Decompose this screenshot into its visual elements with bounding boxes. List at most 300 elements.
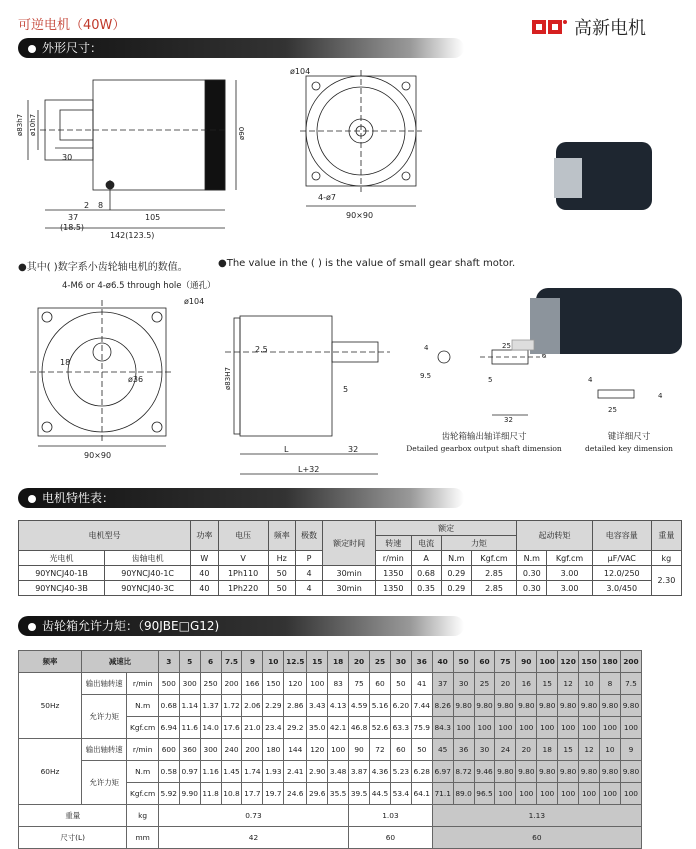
cell: 100 [307, 673, 328, 695]
dim-L32: L+32 [298, 465, 320, 474]
dim-phi36: ø36 [128, 375, 144, 384]
th-ratio: 减速比 [82, 651, 159, 673]
cell: 90YNCJ40-3C [105, 581, 191, 596]
spec-table [18, 520, 682, 596]
unit-kgf: Kgf.cm [471, 551, 516, 566]
cell: 6.94 [158, 717, 179, 739]
cell: 30 [474, 739, 495, 761]
label-weight: 重量 [19, 805, 127, 827]
cell: 9.80 [599, 695, 620, 717]
cell: 9.80 [558, 695, 579, 717]
ratio-header: 200 [620, 651, 641, 673]
unit-nm: N.m [127, 761, 158, 783]
cell: 9.80 [453, 695, 474, 717]
cell: 17.7 [242, 783, 263, 805]
key-caption-cn: 键详细尺寸 [607, 432, 651, 442]
ratio-header: 75 [495, 651, 516, 673]
dim-4-phi7: 4-ø7 [318, 193, 336, 202]
ratio-header: 15 [307, 651, 328, 673]
unit-rmin: r/min [127, 739, 158, 761]
cell: 90YNCJ40-3B [19, 581, 105, 596]
cell: 0.30 [517, 566, 547, 581]
dim-2: 2 [84, 201, 90, 210]
dim-32b: 32 [504, 416, 513, 424]
ratio-header: 10 [263, 651, 284, 673]
shaft-caption-cn: 齿轮箱输出轴详细尺寸 [441, 432, 527, 442]
cell: 2.86 [284, 695, 307, 717]
cell: 90YNCJ40-1C [105, 566, 191, 581]
ratio-header: 6 [200, 651, 221, 673]
th-start-torque: 起动转矩 [517, 521, 593, 551]
cell: 250 [200, 673, 221, 695]
cell: 4.13 [328, 695, 349, 717]
cell: 4 [295, 566, 322, 581]
label-out-speed: 输出轴转速 [82, 739, 127, 761]
cell: 100 [453, 717, 474, 739]
cell: 7.44 [411, 695, 432, 717]
brand-name: 高新电机 [574, 18, 646, 39]
bullet-icon [28, 623, 36, 631]
th-capacitor: 电容容量 [592, 521, 651, 551]
cell: 100 [537, 717, 558, 739]
cell: 50 [411, 739, 432, 761]
cell: 100 [495, 783, 516, 805]
cell: 1.45 [221, 761, 242, 783]
cell: 2.41 [284, 761, 307, 783]
cell: 150 [263, 673, 284, 695]
cell: 1.37 [200, 695, 221, 717]
dim-18: 18 [60, 358, 71, 367]
cell: 21.0 [242, 717, 263, 739]
cell: 100 [495, 717, 516, 739]
cell: 9.80 [620, 695, 641, 717]
ratio-header: 36 [411, 651, 432, 673]
unit-voltage: V [218, 551, 268, 566]
cell: 12 [579, 739, 600, 761]
cell: 20 [495, 673, 516, 695]
table-row [19, 695, 642, 717]
dim-2-5: 2.5 [255, 345, 268, 354]
cell: 0.29 [441, 581, 471, 596]
cell: 90YNCJ40-1B [19, 566, 105, 581]
cell: 9 [620, 739, 641, 761]
cell: 40 [191, 581, 218, 596]
ratio-header: 20 [349, 651, 370, 673]
cell: 5.23 [390, 761, 411, 783]
section-dimensions [18, 38, 464, 58]
cell: 18 [537, 739, 558, 761]
cell: 45 [432, 739, 453, 761]
table-row [19, 673, 642, 695]
cell: 29.6 [307, 783, 328, 805]
section-gearbox [18, 616, 464, 636]
cell: 1.16 [200, 761, 221, 783]
cell: 12.0/250 [592, 566, 651, 581]
cell: 4 [295, 581, 322, 596]
bullet-icon [28, 45, 36, 53]
cell: 44.5 [370, 783, 391, 805]
ratio-header: 60 [474, 651, 495, 673]
cell: 75 [349, 673, 370, 695]
dim-105: 105 [145, 213, 161, 222]
unit-weight: kg [651, 551, 681, 566]
cell: 1Ph110 [218, 566, 268, 581]
th-torque: 力矩 [441, 536, 517, 551]
cell: 1.93 [263, 761, 284, 783]
cell: 100 [599, 783, 620, 805]
cell: 2.06 [242, 695, 263, 717]
cell: 2.85 [471, 581, 516, 596]
table-row [19, 739, 642, 761]
unit-nm: N.m [127, 695, 158, 717]
cell: 2.85 [471, 566, 516, 581]
cell: 7.5 [620, 673, 641, 695]
dim-phi83: ø83h7 [16, 113, 24, 136]
cell: 15 [558, 739, 579, 761]
th-gear: 齿轴电机 [105, 551, 191, 566]
key-caption-en: detailed key dimension [585, 444, 673, 453]
dim-37: 37 [68, 213, 79, 222]
cell: 4.36 [370, 761, 391, 783]
cell: 100 [516, 783, 537, 805]
cell: 3.48 [328, 761, 349, 783]
cell: 72 [370, 739, 391, 761]
freq-60: 60Hz [19, 739, 82, 805]
dim-32: 32 [348, 445, 359, 454]
cell: 500 [158, 673, 179, 695]
cell: 60 [349, 827, 433, 849]
cell: 5.16 [370, 695, 391, 717]
cell: 5.92 [158, 783, 179, 805]
cell: 100 [328, 739, 349, 761]
unit-kg: kg [127, 805, 158, 827]
bullet-icon [28, 495, 36, 503]
cell: 166 [242, 673, 263, 695]
cell: 42.1 [328, 717, 349, 739]
unit-power: W [191, 551, 218, 566]
table-row [19, 566, 682, 581]
cell: 1.13 [432, 805, 641, 827]
cell: 84.3 [432, 717, 453, 739]
cell: 1.72 [221, 695, 242, 717]
cell: 9.80 [579, 695, 600, 717]
cell: 0.97 [179, 761, 200, 783]
ratio-header: 40 [432, 651, 453, 673]
unit-kgf2: Kgf.cm [547, 551, 592, 566]
cell: 100 [599, 717, 620, 739]
cell: 9.80 [537, 761, 558, 783]
cell: 0.68 [158, 695, 179, 717]
cell: 9.80 [495, 761, 516, 783]
cell: 10 [599, 739, 620, 761]
cell: 1.03 [349, 805, 433, 827]
cell: 4.59 [349, 695, 370, 717]
cell: 8.72 [453, 761, 474, 783]
cell: 6.28 [411, 761, 432, 783]
cell: 10.8 [221, 783, 242, 805]
cell: 83 [328, 673, 349, 695]
cell: 60 [370, 673, 391, 695]
cell: 2.90 [307, 761, 328, 783]
cell: 50 [390, 673, 411, 695]
cell: 9.80 [537, 695, 558, 717]
dim-142: 142(123.5) [110, 231, 155, 240]
cell: 0.35 [411, 581, 441, 596]
label-allow-torque: 允许力矩 [82, 695, 127, 739]
cell: 1350 [376, 581, 411, 596]
cell: 8.26 [432, 695, 453, 717]
ratio-header: 18 [328, 651, 349, 673]
cell: 17.6 [221, 717, 242, 739]
cell: 360 [179, 739, 200, 761]
cell: 24 [495, 739, 516, 761]
cell: 120 [284, 673, 307, 695]
section-title: 电机特性表： [42, 491, 115, 505]
dim-25: 25 [502, 342, 511, 350]
section-characteristics [18, 488, 464, 508]
cell: 100 [579, 717, 600, 739]
cell: 100 [620, 717, 641, 739]
cell: 35.5 [328, 783, 349, 805]
spec-table-wrap [18, 520, 682, 596]
cell: 14.0 [200, 717, 221, 739]
th-weight: 重量 [651, 521, 681, 551]
cell: 75.9 [411, 717, 432, 739]
ratio-header: 12.5 [284, 651, 307, 673]
ratio-header: 50 [453, 651, 474, 673]
dim-90x90: 90×90 [346, 211, 374, 220]
cell: 9.80 [599, 761, 620, 783]
ratio-header: 90 [516, 651, 537, 673]
cell: 29.2 [284, 717, 307, 739]
dim-90x90b: 90×90 [84, 451, 112, 460]
ratio-header: 150 [579, 651, 600, 673]
th-rated-time: 额定时间 [323, 521, 376, 566]
cell: 30min [323, 566, 376, 581]
cell: 63.3 [390, 717, 411, 739]
cell: 30 [453, 673, 474, 695]
th-light: 光电机 [19, 551, 105, 566]
ratio-header: 3 [158, 651, 179, 673]
unit-freq: Hz [268, 551, 295, 566]
th-voltage: 电压 [218, 521, 268, 551]
cell: 30min [323, 581, 376, 596]
cell: 100 [579, 783, 600, 805]
cell: 1Ph220 [218, 581, 268, 596]
cell: 96.5 [474, 783, 495, 805]
unit-mm: mm [127, 827, 158, 849]
note-small-gear: ●其中( )数字系小齿轮轴电机的数值。 [18, 262, 188, 273]
page-title: 可逆电机（40W） [18, 18, 126, 33]
cell: 9.80 [579, 761, 600, 783]
section-title: 外形尺寸： [42, 41, 103, 55]
dim-phi104: ø104 [290, 67, 311, 76]
cell: 9.80 [558, 761, 579, 783]
ratio-header: 25 [370, 651, 391, 673]
dim-4: 4 [424, 344, 429, 352]
cell: 600 [158, 739, 179, 761]
gear-table [18, 650, 642, 849]
dim-phi83b: ø83H7 [224, 367, 232, 390]
cell: 52.6 [370, 717, 391, 739]
cell: 42 [158, 827, 348, 849]
th-model: 电机型号 [19, 521, 191, 551]
cell: 53.4 [390, 783, 411, 805]
cell: 1.14 [179, 695, 200, 717]
note-small-gear-en: ●The value in the ( ) is the value of small gear shaft motor. [218, 258, 516, 269]
th-freq: 频率 [268, 521, 295, 551]
cell: 3.43 [307, 695, 328, 717]
cell: 120 [307, 739, 328, 761]
cell: 10 [579, 673, 600, 695]
cell: 41 [411, 673, 432, 695]
cell: 60 [432, 827, 641, 849]
cell: 9.80 [495, 695, 516, 717]
cell: 180 [263, 739, 284, 761]
cell: 15 [537, 673, 558, 695]
cell: 23.4 [263, 717, 284, 739]
cell: 100 [620, 783, 641, 805]
cell: 19.7 [263, 783, 284, 805]
cell: 200 [242, 739, 263, 761]
cell: 300 [179, 673, 200, 695]
label-out-speed: 输出轴转速 [82, 673, 127, 695]
cell: 90 [349, 739, 370, 761]
dim-5b: 5 [488, 376, 493, 384]
cell: 50 [268, 581, 295, 596]
dim-phi10: ø10h7 [29, 113, 37, 136]
th-gear-freq: 频率 [19, 651, 82, 673]
cell: 11.8 [200, 783, 221, 805]
label-size: 尺寸(L) [19, 827, 127, 849]
cell: 100 [558, 783, 579, 805]
th-current: 电流 [411, 536, 441, 551]
cell: 0.68 [411, 566, 441, 581]
cell: 50 [268, 566, 295, 581]
cell: 60 [390, 739, 411, 761]
ratio-header: 100 [537, 651, 558, 673]
dim-L: L [284, 445, 289, 454]
cell: 37 [432, 673, 453, 695]
hole-note: 4-M6 or 4-ø6.5 through hole（通孔） [62, 281, 216, 291]
gear-table-wrap [18, 650, 642, 849]
cell: 3.0/450 [592, 581, 651, 596]
unit-current: A [411, 551, 441, 566]
cell: 100 [516, 717, 537, 739]
cell: 2.29 [263, 695, 284, 717]
cell: 300 [200, 739, 221, 761]
cell: 9.80 [474, 695, 495, 717]
dim-25b: 25 [608, 406, 617, 414]
cell: 0.58 [158, 761, 179, 783]
cell: 0.73 [158, 805, 348, 827]
ratio-header: 180 [599, 651, 620, 673]
cell: 200 [221, 673, 242, 695]
unit-cap: μF/VAC [592, 551, 651, 566]
cell: 11.6 [179, 717, 200, 739]
cell: 1.74 [242, 761, 263, 783]
cell: 40 [191, 566, 218, 581]
dim-30: 30 [62, 153, 73, 162]
ratio-header: 5 [179, 651, 200, 673]
cell: 8 [599, 673, 620, 695]
cell: 3.00 [547, 581, 592, 596]
cell: 35.0 [307, 717, 328, 739]
section-title: 齿轮箱允许力矩：（90JBE□G12) [42, 619, 220, 633]
cell: 36 [453, 739, 474, 761]
table-row [19, 761, 642, 783]
cell: 6.97 [432, 761, 453, 783]
brand-logo-icon [532, 18, 568, 36]
cell: 39.5 [349, 783, 370, 805]
freq-50: 50Hz [19, 673, 82, 739]
unit-speed: r/min [376, 551, 411, 566]
cell: 71.1 [432, 783, 453, 805]
unit-rmin: r/min [127, 673, 158, 695]
ratio-header: 9 [242, 651, 263, 673]
cell: 9.80 [516, 695, 537, 717]
cell: 9.46 [474, 761, 495, 783]
cell: 46.8 [349, 717, 370, 739]
ratio-header: 120 [558, 651, 579, 673]
shaft-caption-en: Detailed gearbox output shaft dimension [406, 444, 562, 453]
dim-phi104b: ø104 [184, 297, 205, 306]
dim-9-5: 9.5 [420, 372, 432, 380]
dim-4c: 4 [658, 392, 663, 400]
cell: 100 [474, 717, 495, 739]
cell: 12 [558, 673, 579, 695]
weight-cell: 2.30 [651, 566, 681, 596]
unit-kgf: Kgf.cm [127, 783, 158, 805]
dim-18-5: (18.5) [60, 223, 85, 232]
label-allow-torque: 允许力矩 [82, 761, 127, 805]
cell: 89.0 [453, 783, 474, 805]
ratio-header: 30 [390, 651, 411, 673]
cell: 24.6 [284, 783, 307, 805]
cell: 0.30 [517, 581, 547, 596]
cell: 0.29 [441, 566, 471, 581]
th-speed: 转速 [376, 536, 411, 551]
cell: 100 [558, 717, 579, 739]
cell: 6.20 [390, 695, 411, 717]
dim-phi90: ø90 [238, 126, 246, 140]
cell: 9.80 [516, 761, 537, 783]
unit-poles: P [295, 551, 322, 566]
dim-5: 5 [343, 385, 349, 394]
th-rated: 额定 [376, 521, 517, 536]
cell: 20 [516, 739, 537, 761]
th-power: 功率 [191, 521, 218, 551]
ratio-header: 7.5 [221, 651, 242, 673]
table-row [19, 581, 682, 596]
unit-kgf: Kgf.cm [127, 717, 158, 739]
th-poles: 极数 [295, 521, 322, 551]
dim-4b: 4 [588, 376, 593, 384]
cell: 144 [284, 739, 307, 761]
brand [532, 14, 646, 40]
dim-8: 8 [98, 201, 104, 210]
cell: 16 [516, 673, 537, 695]
cell: 3.87 [349, 761, 370, 783]
unit-nm: N.m [441, 551, 471, 566]
cell: 9.80 [620, 761, 641, 783]
cell: 240 [221, 739, 242, 761]
cell: 100 [537, 783, 558, 805]
cell: 25 [474, 673, 495, 695]
unit-nm2: N.m [517, 551, 547, 566]
cell: 1350 [376, 566, 411, 581]
cell: 64.1 [411, 783, 432, 805]
